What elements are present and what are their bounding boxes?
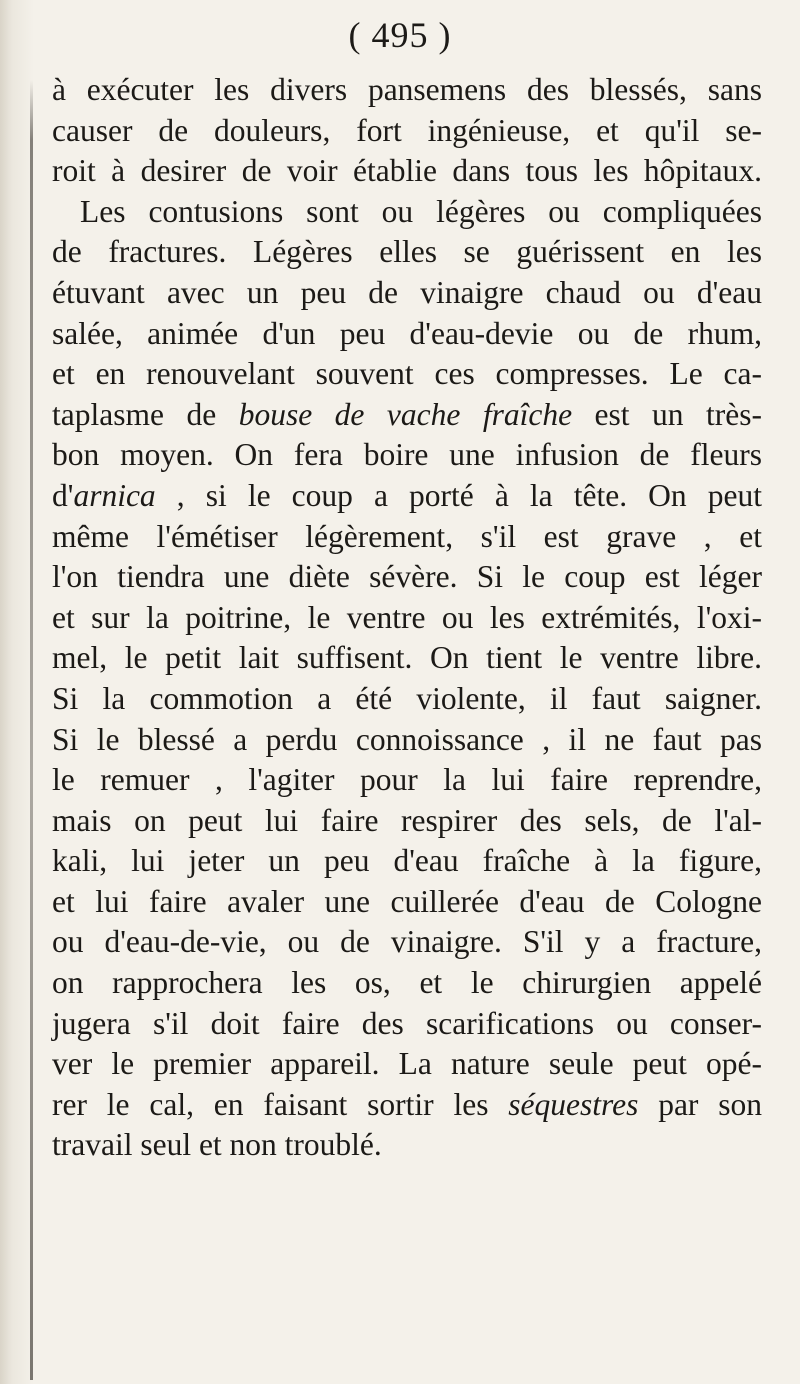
text-line: salée, animée d'un peu d'eau-devie ou de rhum, <box>52 315 762 351</box>
text-line: ou d'eau-de-vie, ou de vinaigre. S'il y a fracture, <box>52 924 762 960</box>
text-line: d'arnica , si le coup a porté à la tête. On peut <box>52 477 762 513</box>
italic-phrase: arnica <box>73 477 156 513</box>
text-line: ver le premier appareil. La nature seule peut opé- <box>52 1046 762 1082</box>
text-line: l'on tiendra une diète sévère. Si le coup est léger <box>52 559 762 595</box>
text-line: mel, le petit lait suffisent. On tient le ventre libre. <box>52 640 762 676</box>
text-line: étuvant avec un peu de vinaigre chaud ou d'eau <box>52 274 762 310</box>
italic-phrase: séquestres <box>508 1086 639 1122</box>
text-line: même l'émétiser légèrement, s'il est grave , et <box>52 518 762 554</box>
text-line: roit à desirer de voir établie dans tous les hôpitaux. <box>52 153 762 189</box>
text-line: on rapprochera les os, et le chirurgien appelé <box>52 965 762 1001</box>
text-line: jugera s'il doit faire des scarifications ou conser- <box>52 1005 762 1041</box>
page-number: ( 495 ) <box>348 15 452 55</box>
italic-phrase: bouse de vache fraîche <box>238 396 573 432</box>
text-line-last: travail seul et non troublé. <box>52 1127 382 1163</box>
text-line: Si le blessé a perdu connoissance , il ne faut pas <box>52 721 762 757</box>
binding-edge <box>30 80 33 1380</box>
text-line: bon moyen. On fera boire une infusion de fleurs <box>52 437 762 473</box>
text-line: causer de douleurs, fort ingénieuse, et qu'il se- <box>52 112 762 148</box>
text-line: mais on peut lui faire respirer des sels, de l'al- <box>52 802 762 838</box>
text-line: et lui faire avaler une cuillerée d'eau de Cologne <box>52 883 762 919</box>
text-line: et sur la poitrine, le ventre ou les extrémités, l'oxi- <box>52 599 762 635</box>
text-line: taplasme de bouse de vache fraîche est un très- <box>52 396 763 432</box>
text-line: et en renouvelant souvent ces compresses. Le ca- <box>52 356 762 392</box>
text-line: le remuer , l'agiter pour la lui faire reprendre, <box>52 762 762 798</box>
text-line: à exécuter les divers pansemens des blessés, sans <box>52 72 762 107</box>
text-line: kali, lui jeter un peu d'eau fraîche à la figure, <box>52 843 762 879</box>
text-line: Si la commotion a été violente, il faut saigner. <box>52 680 762 716</box>
text-line: Les contusions sont ou légères ou compliquées <box>80 193 762 229</box>
text-line: de fractures. Légères elles se guérissent en les <box>52 234 762 270</box>
binding-shadow <box>0 0 34 1384</box>
body-text <box>52 70 762 1166</box>
text-line: rer le cal, en faisant sortir les séquestres par son <box>52 1086 763 1122</box>
